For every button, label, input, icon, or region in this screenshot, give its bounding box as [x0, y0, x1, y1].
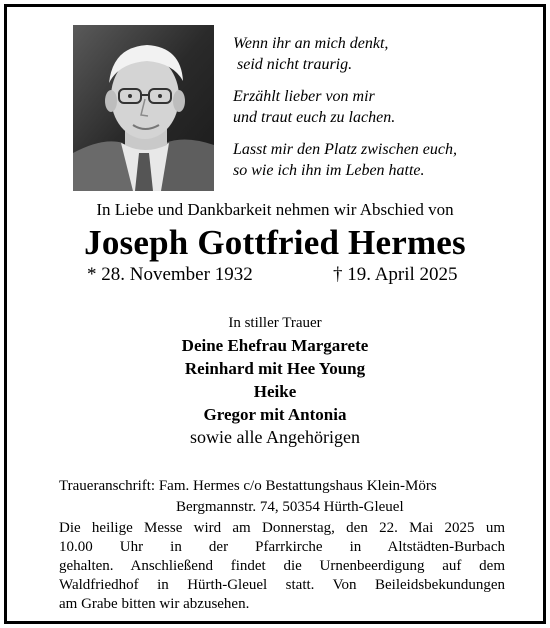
- death-date: † 19. April 2025: [333, 264, 458, 285]
- life-dates: [7, 262, 543, 288]
- mourners: [7, 313, 543, 449]
- poem: [233, 33, 533, 192]
- mourner-name: Gregor mit Antonia: [203, 405, 347, 424]
- poem-line: Lasst mir den Platz zwischen euch,: [233, 141, 457, 158]
- service-line: Die heilige Messe wird am Donnerstag, den 22. Mai 2025 um: [59, 520, 505, 536]
- service-line: am Grabe bitten wir abzusehen.: [59, 596, 250, 612]
- mourner-name: Deine Ehefrau Margarete: [181, 336, 369, 355]
- poem-stanza-3: [233, 139, 533, 181]
- service-line: gehalten. Anschließend findet die Urnenbeerdigung auf dem: [59, 558, 505, 574]
- portrait-illustration: [73, 25, 214, 191]
- portrait-photo: [73, 25, 214, 191]
- obituary-frame: [4, 4, 546, 624]
- mourner-name: Reinhard mit Hee Young: [184, 359, 366, 378]
- poem-line: Erzählt lieber von mir: [233, 88, 375, 105]
- poem-stanza-2: [233, 86, 533, 128]
- mourning-address: [59, 476, 437, 518]
- service-line: Waldfriedhof in Hürth-Gleuel statt. Von Beileidsbekundungen: [59, 577, 505, 593]
- poem-line: seid nicht traurig.: [233, 56, 353, 73]
- service-line: 10.00 Uhr in der Pfarrkirche in Altstädten-Burbach: [59, 539, 505, 555]
- farewell-intro: In Liebe und Dankbarkeit nehmen wir Abschied von: [96, 200, 454, 219]
- poem-stanza-1: [233, 33, 533, 75]
- address-line-2: Bergmannstr. 74, 50354 Hürth-Gleuel: [176, 499, 404, 515]
- service-notice: [59, 519, 505, 614]
- poem-line: Wenn ihr an mich denkt,: [233, 35, 389, 52]
- poem-line: und traut euch zu lachen.: [233, 109, 396, 126]
- address-line-1: Traueranschrift: Fam. Hermes c/o Bestattungshaus Klein-Mörs: [59, 478, 437, 494]
- mourner-name: Heike: [253, 382, 297, 401]
- deceased-name: Joseph Gottfried Hermes: [84, 223, 466, 262]
- other-relatives: sowie alle Angehörigen: [190, 427, 360, 447]
- poem-line: so wie ich ihn im Leben hatte.: [233, 162, 425, 179]
- birth-date: * 28. November 1932: [87, 264, 253, 285]
- mourning-label: In stiller Trauer: [228, 315, 322, 331]
